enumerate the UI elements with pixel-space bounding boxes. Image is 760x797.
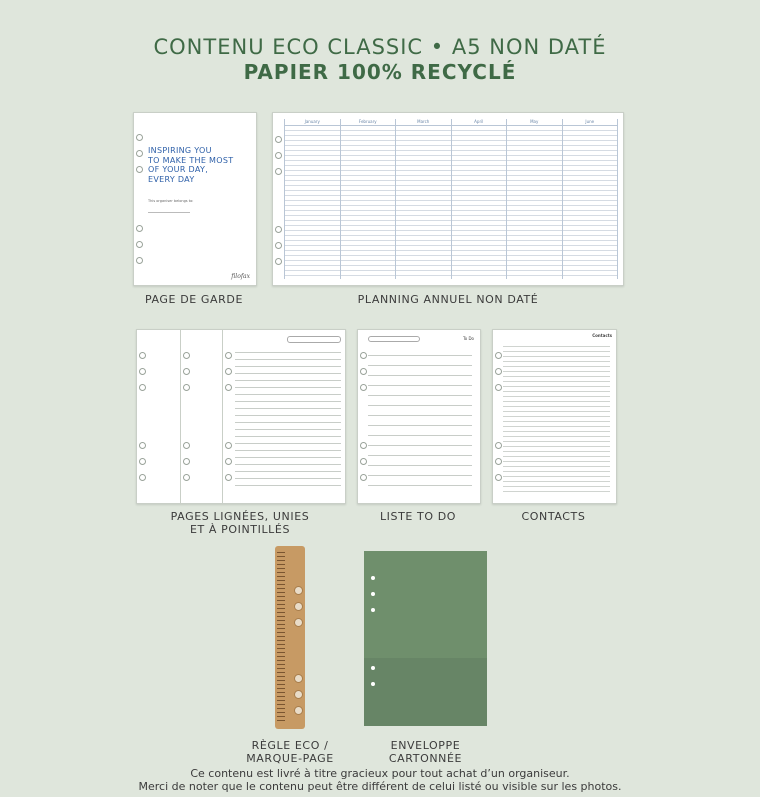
page-subtitle: PAPIER 100% RECYCLÉ	[243, 60, 517, 84]
contacts-image	[492, 329, 617, 504]
month-label: February	[341, 119, 396, 126]
footer-line-2: Merci de noter que le contenu peut être différent de celui listé ou visible sur les photos.	[138, 780, 622, 793]
belongs-line	[148, 212, 190, 213]
month-label: March	[396, 119, 451, 126]
planning-caption: PLANNING ANNUEL NON DATÉ	[357, 293, 539, 306]
pages-lignees-image	[136, 329, 346, 504]
pages-lignees-caption-2: ET À POINTILLÉS	[189, 523, 291, 536]
month-label: June	[563, 119, 618, 126]
regle-caption-1: RÈGLE ECO /	[251, 739, 329, 752]
belongs-text: This organiser belongs to:	[148, 199, 194, 203]
planning-annuel-image	[272, 112, 624, 286]
planning-grid	[284, 119, 618, 279]
pages-lignees-caption-1: PAGES LIGNÉES, UNIES	[170, 510, 310, 523]
page-de-garde-caption: PAGE DE GARDE	[144, 293, 244, 306]
month-label: May	[507, 119, 562, 126]
ruler-image	[275, 546, 305, 729]
regle-caption-2: MARQUE-PAGE	[246, 752, 334, 765]
footer-line-1: Ce contenu est livré à titre gracieux pour tout achat d’un organiseur.	[190, 767, 570, 780]
envelope-image	[364, 551, 487, 726]
month-label: January	[285, 119, 340, 126]
page-title: CONTENU ECO CLASSIC • A5 NON DATÉ	[153, 35, 607, 59]
enveloppe-caption-2: CARTONNÉE	[388, 752, 463, 765]
contacts-caption: CONTACTS	[521, 510, 586, 523]
month-label: April	[452, 119, 507, 126]
page-de-garde-image	[133, 112, 257, 286]
contacts-heading: Contacts	[592, 333, 612, 338]
liste-to-do-caption: LISTE TO DO	[379, 510, 457, 523]
to-do-heading: To Do	[462, 336, 474, 341]
inspiring-text: INSPIRING YOU TO MAKE THE MOST OF YOUR DAY, EVERY DAY	[148, 146, 234, 184]
filofax-logo: filofax	[231, 273, 250, 280]
liste-to-do-image	[357, 329, 481, 504]
enveloppe-caption-1: ENVELOPPE	[390, 739, 461, 752]
